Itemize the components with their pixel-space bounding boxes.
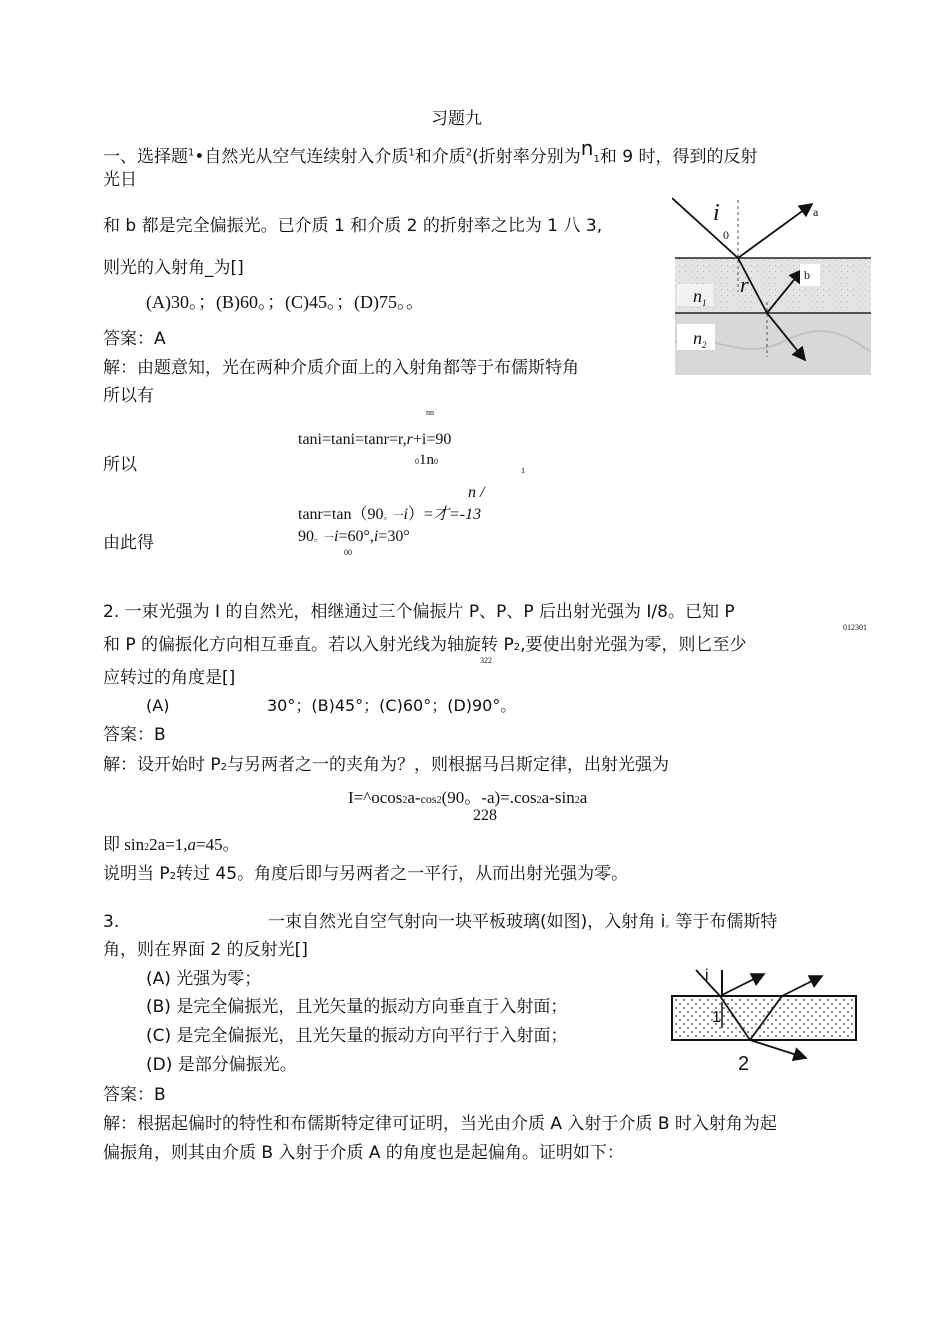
q1-n-slash: n /: [468, 484, 485, 501]
q1-youci: 由此得: [103, 533, 154, 553]
q1-equation1: tani=tani=tanr=r,r+i=90: [298, 431, 452, 448]
q1-options: (A)30。；(B)60。；(C)45。；(D)75。。: [146, 292, 424, 312]
q3-glass-plate-figure: [670, 962, 858, 1074]
q1-reflection-figure: [672, 192, 872, 376]
q3-option-a: (A) 光强为零；: [146, 969, 262, 989]
page-title: 习题九: [431, 109, 482, 129]
q1-solution-line1: 解：由题意知，光在两种介质介面上的入射角都等于布儒斯特角: [103, 358, 579, 378]
fig3-label-i: i: [705, 967, 709, 984]
exit-ray: [782, 976, 822, 996]
q3-option-d: (D) 是部分偏振光。: [146, 1055, 297, 1075]
q2-line3: 应转过的角度是[]: [103, 668, 236, 688]
glass-plate: [672, 996, 856, 1040]
q2-ji-line: 即 sin22a=1,a=45。: [103, 835, 240, 854]
q3-solution-line2: 偏振角，则其由介质 B 入射于介质 A 的角度也是起偏角。证明如下：: [103, 1143, 624, 1163]
q2-equation-denominator: 228: [473, 807, 497, 824]
q1-line3: 和 b 都是完全偏振光。已介质 1 和介质 2 的折射率之比为 1 八 3,: [103, 216, 603, 236]
q3-option-b: (B) 是完全偏振光，且光矢量的振动方向垂直于入射面；: [146, 997, 568, 1017]
q1-nn-label: nn: [426, 408, 434, 417]
q1-equation2: tanr=tan（90。一i）=才=-13: [298, 506, 482, 523]
q3-line1: 一束自然光自空气射向一块平板玻璃(如图)，入射角 i。等于布儒斯特: [268, 912, 778, 932]
q1-answer: 答案：A: [103, 329, 166, 349]
q2-equation: I=^ocos2a-cos2(90。-a)=.cos2a-sin2a: [348, 788, 588, 807]
q3-number: 3.: [103, 912, 120, 932]
fig1-label-a: a: [813, 205, 819, 219]
q2-line1: 2. 一束光强为 I 的自然光，相继通过三个偏振片 P、P、P 后出射光强为 I/8。已知 P: [103, 602, 735, 622]
q1-one-label: 1: [521, 466, 525, 475]
transmitted-ray: [750, 1040, 806, 1058]
fig1-label-i: i: [713, 200, 720, 226]
fig1-label-b: b: [804, 268, 810, 282]
q3-answer: 答案：B: [103, 1085, 166, 1105]
reflected-ray: [720, 974, 764, 996]
fig3-label-1: 1: [712, 1009, 721, 1026]
q1-suoyi: 所以: [103, 455, 137, 475]
q1-equation1-sub: 01n0: [415, 452, 438, 468]
fig3-label-2: 2: [738, 1053, 750, 1074]
fig1-label-theta: 0: [723, 228, 729, 242]
q2-sub-322: 322: [480, 656, 492, 665]
q2-side-label: 012301: [843, 623, 867, 632]
fig1-label-n2: $n_2$: [693, 328, 707, 350]
q1-line1: 一、选择题$^1$•自然光从空气连续射入介质$^1$和介质$^2$(折射率分别为n1和 9 时，得到的反射: [103, 136, 758, 167]
q1-equation3-sub: 00: [344, 548, 352, 557]
q3-line2: 角，则在界面 2 的反射光[]: [103, 940, 308, 960]
reflected-ray-a: [738, 204, 812, 258]
q3-solution-line1: 解：根据起偏时的特性和布儒斯特定律可证明，当光由介质 A 入射于介质 B 时入射角为起: [103, 1114, 777, 1134]
q2-solution-line1: 解：设开始时 P2与另两者之一的夹角为？，则根据马吕斯定律，出射光强为: [103, 755, 670, 775]
q2-option-a: (A): [146, 696, 170, 715]
q1-equation3: 90。一i=60°,i=30°: [298, 528, 410, 545]
q3-option-c: (C) 是完全偏振光，且光矢量的振动方向平行于入射面；: [146, 1026, 568, 1046]
q2-line2: 和 P 的偏振化方向相互垂直。若以入射光线为轴旋转 P2,要使出射光强为零，则匕至少: [103, 635, 747, 655]
q1-solution-line2: 所以有: [103, 386, 154, 406]
fig1-label-n1: $n_1$: [693, 286, 707, 308]
q1-line4: 则光的入射角_为[]: [103, 258, 244, 278]
q2-options: 30°；(B)45°；(C)60°；(D)90°。: [267, 696, 517, 715]
fig1-label-r: r: [740, 272, 749, 297]
q2-explain: 说明当 P2转过 45。角度后即与另两者之一平行，从而出射光强为零。: [103, 864, 629, 884]
q1-line2: 光日: [103, 170, 137, 190]
q2-answer: 答案：B: [103, 725, 166, 745]
